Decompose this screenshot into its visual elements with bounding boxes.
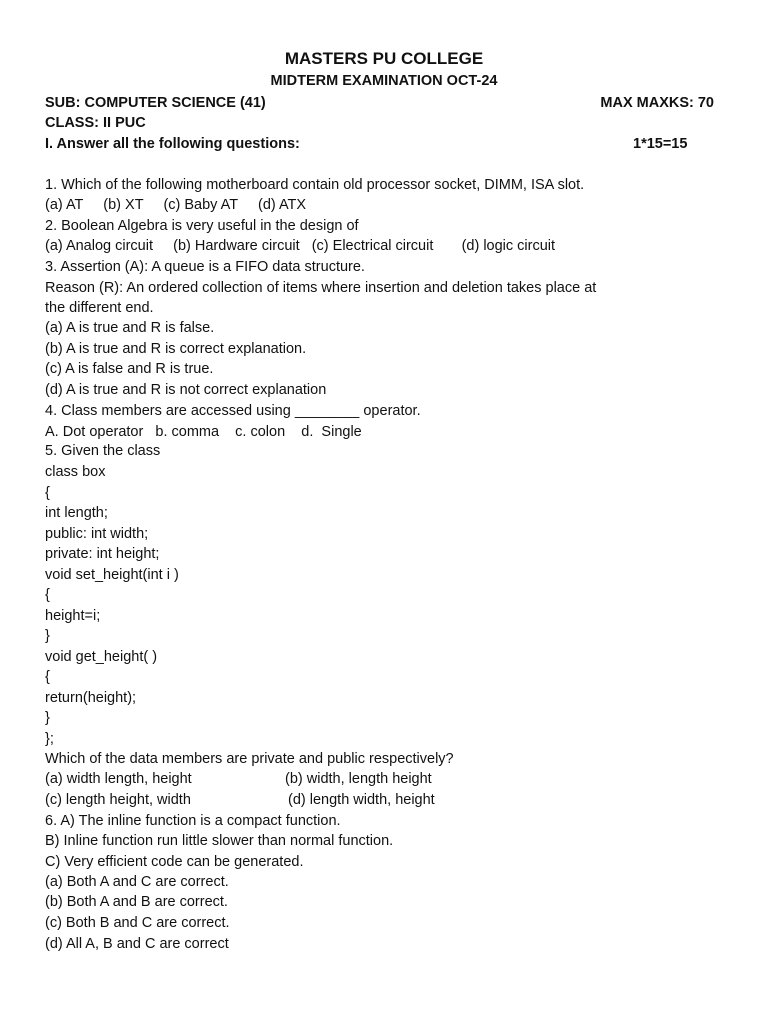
question-line: Reason (R): An ordered collection of items where insertion and deletion takes place at xyxy=(45,280,597,296)
question-line: 1. Which of the following motherboard contain old processor socket, DIMM, ISA slot. xyxy=(45,177,585,193)
code-line: { xyxy=(45,669,50,685)
code-line: public: int width; xyxy=(45,526,149,542)
question-line: 4. Class members are accessed using ________ operator. xyxy=(45,403,421,419)
section-marks: 1*15=15 xyxy=(633,136,688,152)
question-line: (a) AT (b) XT (c) Baby AT (d) ATX xyxy=(45,197,307,213)
code-line: } xyxy=(45,628,50,644)
college-name: MASTERS PU COLLEGE xyxy=(284,49,484,68)
question-line: (a) A is true and R is false. xyxy=(45,320,215,336)
code-line: private: int height; xyxy=(45,546,160,562)
q5-option-a: (a) width length, height xyxy=(45,771,192,787)
question-line: 5. Given the class xyxy=(45,443,161,459)
question-line: 3. Assertion (A): A queue is a FIFO data structure. xyxy=(45,259,365,275)
question-line: A. Dot operator b. comma c. colon d. Single xyxy=(45,424,362,440)
question-line: (d) All A, B and C are correct xyxy=(45,936,229,952)
q5-option-d: (d) length width, height xyxy=(288,792,435,808)
code-line: { xyxy=(45,587,50,603)
code-line: class box xyxy=(45,464,106,480)
question-line: (b) A is true and R is correct explanation. xyxy=(45,341,307,357)
question-line: (b) Both A and B are correct. xyxy=(45,894,228,910)
code-line: int length; xyxy=(45,505,108,521)
code-line: void set_height(int i ) xyxy=(45,567,179,583)
code-line: } xyxy=(45,710,50,726)
question-line: the different end. xyxy=(45,300,154,316)
section-title: I. Answer all the following questions: xyxy=(45,136,300,152)
q5-option-b: (b) width, length height xyxy=(285,771,432,787)
code-line: return(height); xyxy=(45,690,137,706)
question-line: (c) A is false and R is true. xyxy=(45,361,214,377)
question-line: (a) Analog circuit (b) Hardware circuit (c) Electrical circuit (d) logic circuit xyxy=(45,238,556,254)
question-line: C) Very efficient code can be generated. xyxy=(45,854,304,870)
q5-option-c: (c) length height, width xyxy=(45,792,191,808)
question-line: 2. Boolean Algebra is very useful in the design of xyxy=(45,218,359,234)
code-line: void get_height( ) xyxy=(45,649,158,665)
question-line: (d) A is true and R is not correct explanation xyxy=(45,382,327,398)
max-marks-label: MAX MAXKS: 70 xyxy=(600,95,714,111)
class-label: CLASS: II PUC xyxy=(45,115,146,131)
question-line: 6. A) The inline function is a compact function. xyxy=(45,813,341,829)
code-line: height=i; xyxy=(45,608,101,624)
question-line: B) Inline function run little slower than normal function. xyxy=(45,833,394,849)
code-line: }; xyxy=(45,731,54,747)
exam-title: MIDTERM EXAMINATION OCT-24 xyxy=(270,73,498,89)
question-line: (c) Both B and C are correct. xyxy=(45,915,230,931)
code-line: { xyxy=(45,485,50,501)
question-line: Which of the data members are private and public respectively? xyxy=(45,751,454,767)
question-line: (a) Both A and C are correct. xyxy=(45,874,229,890)
subject-label: SUB: COMPUTER SCIENCE (41) xyxy=(45,95,266,111)
